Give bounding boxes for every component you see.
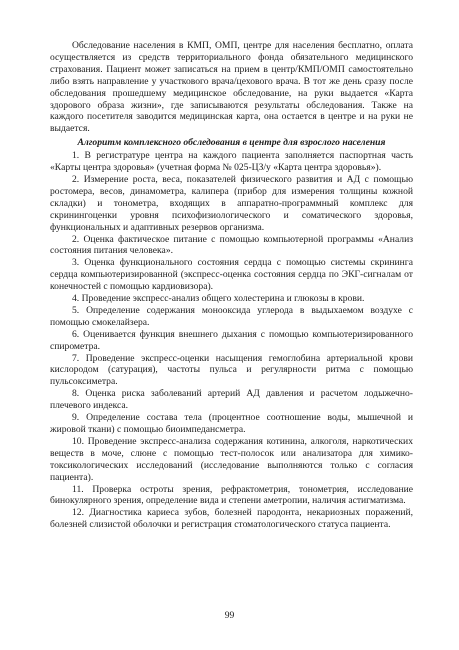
step-paragraph: 1. В регистратуре центра на каждого пациента заполняется паспортная часть «Карты центра здоровья» (учетная форма № 025-ЦЗ/у «Карта центра здоровья»). (50, 150, 413, 174)
step-paragraph: 10. Проведение экспресс-анализа содержания котинина, алкоголя, наркотических веществ в моче, слюне с помощью тест-полосок или анализатора для химико-токсикологических исследований (исследование выполняются только с согласия пациента). (50, 435, 413, 483)
step-paragraph: 6. Оценивается функция внешнего дыхания с помощью компьютеризированного спирометра. (50, 328, 413, 352)
step-paragraph: 12. Диагностика кариеса зубов, болезней пародонта, некариозных поражений, болезней слизистой оболочки и регистрация стоматологического статуса пациента. (50, 507, 413, 531)
step-paragraph: 2. Измерение роста, веса, показателей физического развития и АД с помощью ростомера, весов, динамометра, калипера (прибор для измерения толщины кожной складки) и тонометра, входящих в аппаратно-программный комплекс для скринингоценки уровня психофизиологического и соматического здоровья, функциональных и адаптивных резервов организма. (50, 173, 413, 233)
step-paragraph: 9. Определение состава тела (процентное соотношение воды, мышечной и жировой ткани) с помощью биоимпедансметра. (50, 412, 413, 435)
step-paragraph: 11. Проверка остроты зрения, рефрактометрия, тонометрия, исследование бинокулярного зрения, определение вида и степени аметропии, наличия астигматизма. (50, 483, 413, 507)
section-heading: Алгоритм комплексного обследования в центре для взрослого населения (77, 137, 386, 149)
step-paragraph: 4. Проведение экспресс-анализ общего холестерина и глюкозы в крови. (72, 293, 365, 305)
step-paragraph: 7. Проведение экспресс-оценки насыщения гемоглобина артериальной крови кислородом (сатурация), частоты пульса и регулярности ритма с помощью пульсоксиметра. (50, 352, 413, 388)
step-paragraph: 8. Оценка риска заболеваний артерий АД давления и расчетом лодыжечно-плечевого индекса. (50, 388, 413, 412)
step-paragraph: 2. Оценка фактическое питание с помощью компьютерной программы «Анализ состояния питания человека». (50, 233, 413, 257)
page-number: 99 (224, 610, 235, 621)
step-paragraph: 3. Оценка функционального состояния сердца с помощью системы скрининга сердца компьютеризированной (экспресс-оценка состояния сердца по ЭКГ-сигналам от конечностей с помощью кардиовизора). (50, 257, 413, 293)
intro-paragraph: Обследование населения в КМП, ОМП, центре для населения бесплатно, оплата осуществляется из средств территориального фонда обязательного медицинского страхования. Пациент может записаться на прием в центр/КМП/ОМП самостоятельно либо взять направление у участкового врача/цехового врача. В тот же день сразу после обследования прошедшему медицинское обследование, на руки выдается «Карта здорового образа жизни», где записываются результаты обследования. Также на каждого посетителя заводится медицинская карта, она остается в центре и на руки не выдается. (50, 40, 413, 135)
step-paragraph: 5. Определение содержания монооксида углерода в выдыхаемом воздухе с помощью смокелайзера. (50, 304, 413, 328)
